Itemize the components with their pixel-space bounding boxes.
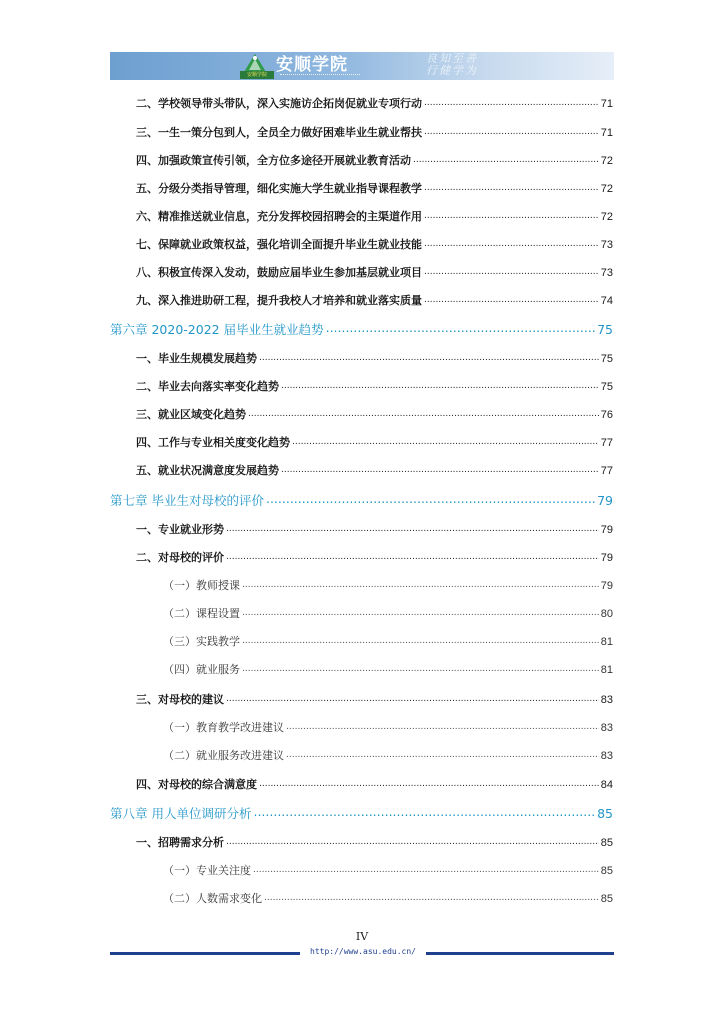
toc-entry[interactable]: 五、就业状况满意度发展趋势 ..... 77 bbox=[136, 462, 613, 478]
toc-subentry[interactable]: （一）专业关注度 ..... 85 bbox=[163, 862, 613, 878]
toc-entry[interactable]: 二、学校领导带头带队，深入实施访企拓岗促就业专项行动 ..... 71 bbox=[136, 95, 613, 111]
toc-entry[interactable]: 一、毕业生规模发展趋势 ..... 75 bbox=[136, 350, 613, 366]
toc-subentry[interactable]: （一）教育教学改进建议 ..... 83 bbox=[163, 719, 613, 735]
toc-entry[interactable]: 九、深入推进助研工程，提升我校人才培养和就业落实质量 ..... 74 bbox=[136, 292, 613, 308]
footer-rule-right bbox=[426, 952, 614, 955]
toc-entry[interactable]: 三、一生一策分包到人，全员全力做好困难毕业生就业帮扶 ..... 71 bbox=[136, 124, 613, 140]
toc-subentry[interactable]: （二）课程设置 ..... 80 bbox=[163, 605, 613, 621]
logo-caption: 安顺学院 bbox=[240, 71, 274, 79]
toc-entry[interactable]: 六、精准推送就业信息，充分发挥校园招聘会的主渠道作用 ..... 72 bbox=[136, 208, 613, 224]
motto-line-2: 行健学为 bbox=[426, 64, 478, 77]
toc-subentry[interactable]: （一）教师授课 ..... 79 bbox=[163, 577, 613, 593]
school-motto bbox=[426, 53, 478, 77]
page-number: IV bbox=[355, 930, 369, 943]
header-banner bbox=[110, 52, 614, 80]
toc-entry[interactable]: 四、工作与专业相关度变化趋势 ..... 77 bbox=[136, 434, 613, 450]
toc-entry[interactable]: 二、毕业去向落实率变化趋势 ..... 75 bbox=[136, 378, 613, 394]
toc-subentry[interactable]: （二）就业服务改进建议 ..... 83 bbox=[163, 747, 613, 763]
toc-subentry[interactable]: （二）人数需求变化 ..... 85 bbox=[163, 890, 613, 906]
toc-subentry[interactable]: （三）实践教学 ..... 81 bbox=[163, 633, 613, 649]
toc-entry[interactable]: 七、保障就业政策权益，强化培训全面提升毕业生就业技能 ..... 73 bbox=[136, 236, 613, 252]
toc-entry[interactable]: 四、加强政策宣传引领，全方位多途径开展就业教育活动 ..... 72 bbox=[136, 152, 613, 168]
toc-entry[interactable]: 五、分级分类指导管理，细化实施大学生就业指导课程教学 ..... 72 bbox=[136, 180, 613, 196]
toc-entry[interactable]: 二、对母校的评价 ..... 79 bbox=[136, 549, 613, 565]
toc-entry[interactable]: 八、积极宣传深入发动，鼓励应届毕业生参加基层就业项目 ..... 73 bbox=[136, 264, 613, 280]
toc-subentry[interactable]: （四）就业服务 ..... 81 bbox=[163, 661, 613, 677]
toc-chapter[interactable]: 第七章 毕业生对母校的评价 ..... 79 bbox=[110, 491, 613, 509]
school-name: 安顺学院 bbox=[276, 55, 348, 75]
toc-entry[interactable]: 三、就业区域变化趋势 ..... 76 bbox=[136, 406, 613, 422]
footer-url[interactable]: http://www.asu.edu.cn/ bbox=[310, 947, 416, 956]
toc-chapter[interactable]: 第六章 2020-2022 届毕业生就业趋势 ..... 75 bbox=[110, 320, 613, 338]
motto-line-1: 良知至善 bbox=[426, 52, 478, 65]
toc-chapter[interactable]: 第八章 用人单位调研分析 ..... 85 bbox=[110, 804, 613, 822]
footer-rule-left bbox=[110, 952, 300, 955]
toc-entry[interactable]: 三、对母校的建议 ..... 83 bbox=[136, 691, 613, 707]
school-name-underline bbox=[280, 74, 360, 78]
toc-entry[interactable]: 一、招聘需求分析 ..... 85 bbox=[136, 834, 613, 850]
toc-entry[interactable]: 四、对母校的综合满意度 ..... 84 bbox=[136, 776, 613, 792]
toc-entry[interactable]: 一、专业就业形势 ..... 79 bbox=[136, 521, 613, 537]
